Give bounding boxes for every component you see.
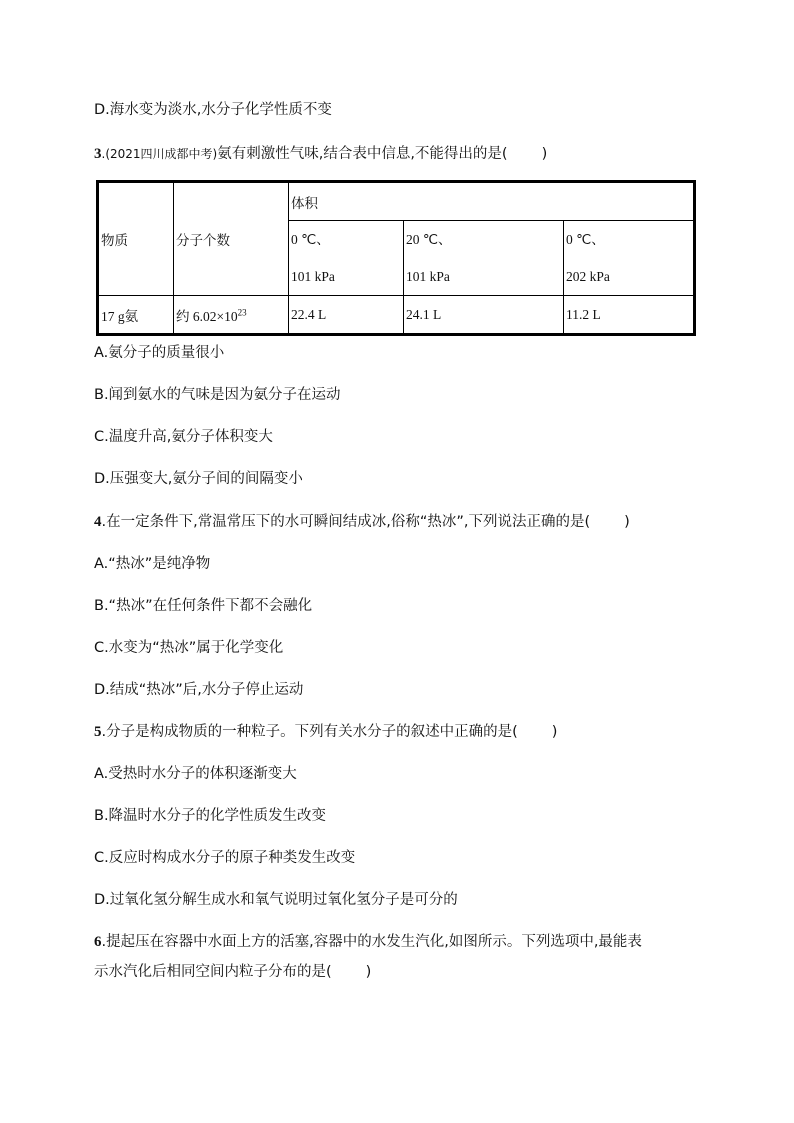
q5-option-d[interactable]: D.过氧化氢分解生成水和氧气说明过氧化氢分子是可分的 <box>94 892 458 908</box>
header-substance: 物质 <box>98 182 174 296</box>
question-number: 5 <box>94 724 102 740</box>
question-text: .分子是构成物质的一种粒子。下列有关水分子的叙述中正确的是( <box>101 724 518 740</box>
row-volume-1: 22.4 L <box>289 296 404 335</box>
q5-option-a[interactable]: A.受热时水分子的体积逐渐变大 <box>94 766 297 782</box>
q4-option-c[interactable]: C.水变为“热冰”属于化学变化 <box>94 640 284 656</box>
condition-1 <box>289 221 404 296</box>
question-number: 4 <box>94 514 102 530</box>
ammonia-data-table <box>96 180 696 336</box>
q3-option-a[interactable]: A.氨分子的质量很小 <box>94 345 225 361</box>
q6-stem-line2 <box>94 962 371 982</box>
condition-temp: 0 ℃、 <box>566 232 605 247</box>
count-exponent: 23 <box>237 307 247 317</box>
q3-option-c[interactable]: C.温度升高,氨分子体积变大 <box>94 429 273 445</box>
q4-option-b[interactable]: B.“热冰”在任何条件下都不会融化 <box>94 598 313 614</box>
header-volume: 体积 <box>289 182 695 221</box>
condition-temp: 0 ℃、 <box>291 232 330 247</box>
q2-option-d: D.海水变为淡水,水分子化学性质不变 <box>94 102 332 118</box>
condition-3 <box>564 221 695 296</box>
paren-close: ) <box>365 964 372 980</box>
row-substance: 17 g氨 <box>98 296 174 335</box>
paren-close: ) <box>624 514 630 530</box>
question-number: 3 <box>94 146 102 162</box>
q4-option-a[interactable]: A.“热冰”是纯净物 <box>94 556 211 572</box>
count-base: 约 6.02×10 <box>176 308 238 324</box>
q5-option-c[interactable]: C.反应时构成水分子的原子种类发生改变 <box>94 850 356 866</box>
q3-option-b[interactable]: B.闻到氨水的气味是因为氨分子在运动 <box>94 387 341 403</box>
question-number: 6 <box>94 934 102 950</box>
condition-2 <box>404 221 564 296</box>
question-text: .提起压在容器中水面上方的活塞,容器中的水发生汽化,如图所示。下列选项中,最能表 <box>101 934 642 950</box>
condition-pressure: 101 kPa <box>291 269 335 284</box>
q3-stem <box>94 144 547 164</box>
row-volume-3: 11.2 L <box>564 296 695 335</box>
condition-pressure: 101 kPa <box>406 269 450 284</box>
question-source: .(2021四川成都中考) <box>101 147 218 161</box>
question-text: 氨有刺激性气味,结合表中信息,不能得出的是( <box>217 146 508 162</box>
header-molecule-count: 分子个数 <box>174 182 289 296</box>
q4-option-d[interactable]: D.结成“热冰”后,水分子停止运动 <box>94 682 304 698</box>
q6-stem-line1 <box>94 932 642 952</box>
q5-option-b[interactable]: B.降温时水分子的化学性质发生改变 <box>94 808 327 824</box>
q5-stem <box>94 722 557 742</box>
row-volume-2: 24.1 L <box>404 296 564 335</box>
condition-pressure: 202 kPa <box>566 269 610 284</box>
row-molecule-count <box>174 296 289 335</box>
question-text: .在一定条件下,常温常压下的水可瞬间结成冰,俗称“热冰”,下列说法正确的是( <box>101 514 591 530</box>
paren-close: ) <box>551 724 558 740</box>
question-text-cont: 示水汽化后相同空间内粒子分布的是( <box>94 964 332 980</box>
q4-stem <box>94 512 630 532</box>
condition-temp: 20 ℃、 <box>406 232 452 247</box>
paren-close: ) <box>541 146 548 162</box>
q3-option-d[interactable]: D.压强变大,氨分子间的间隔变小 <box>94 471 303 487</box>
